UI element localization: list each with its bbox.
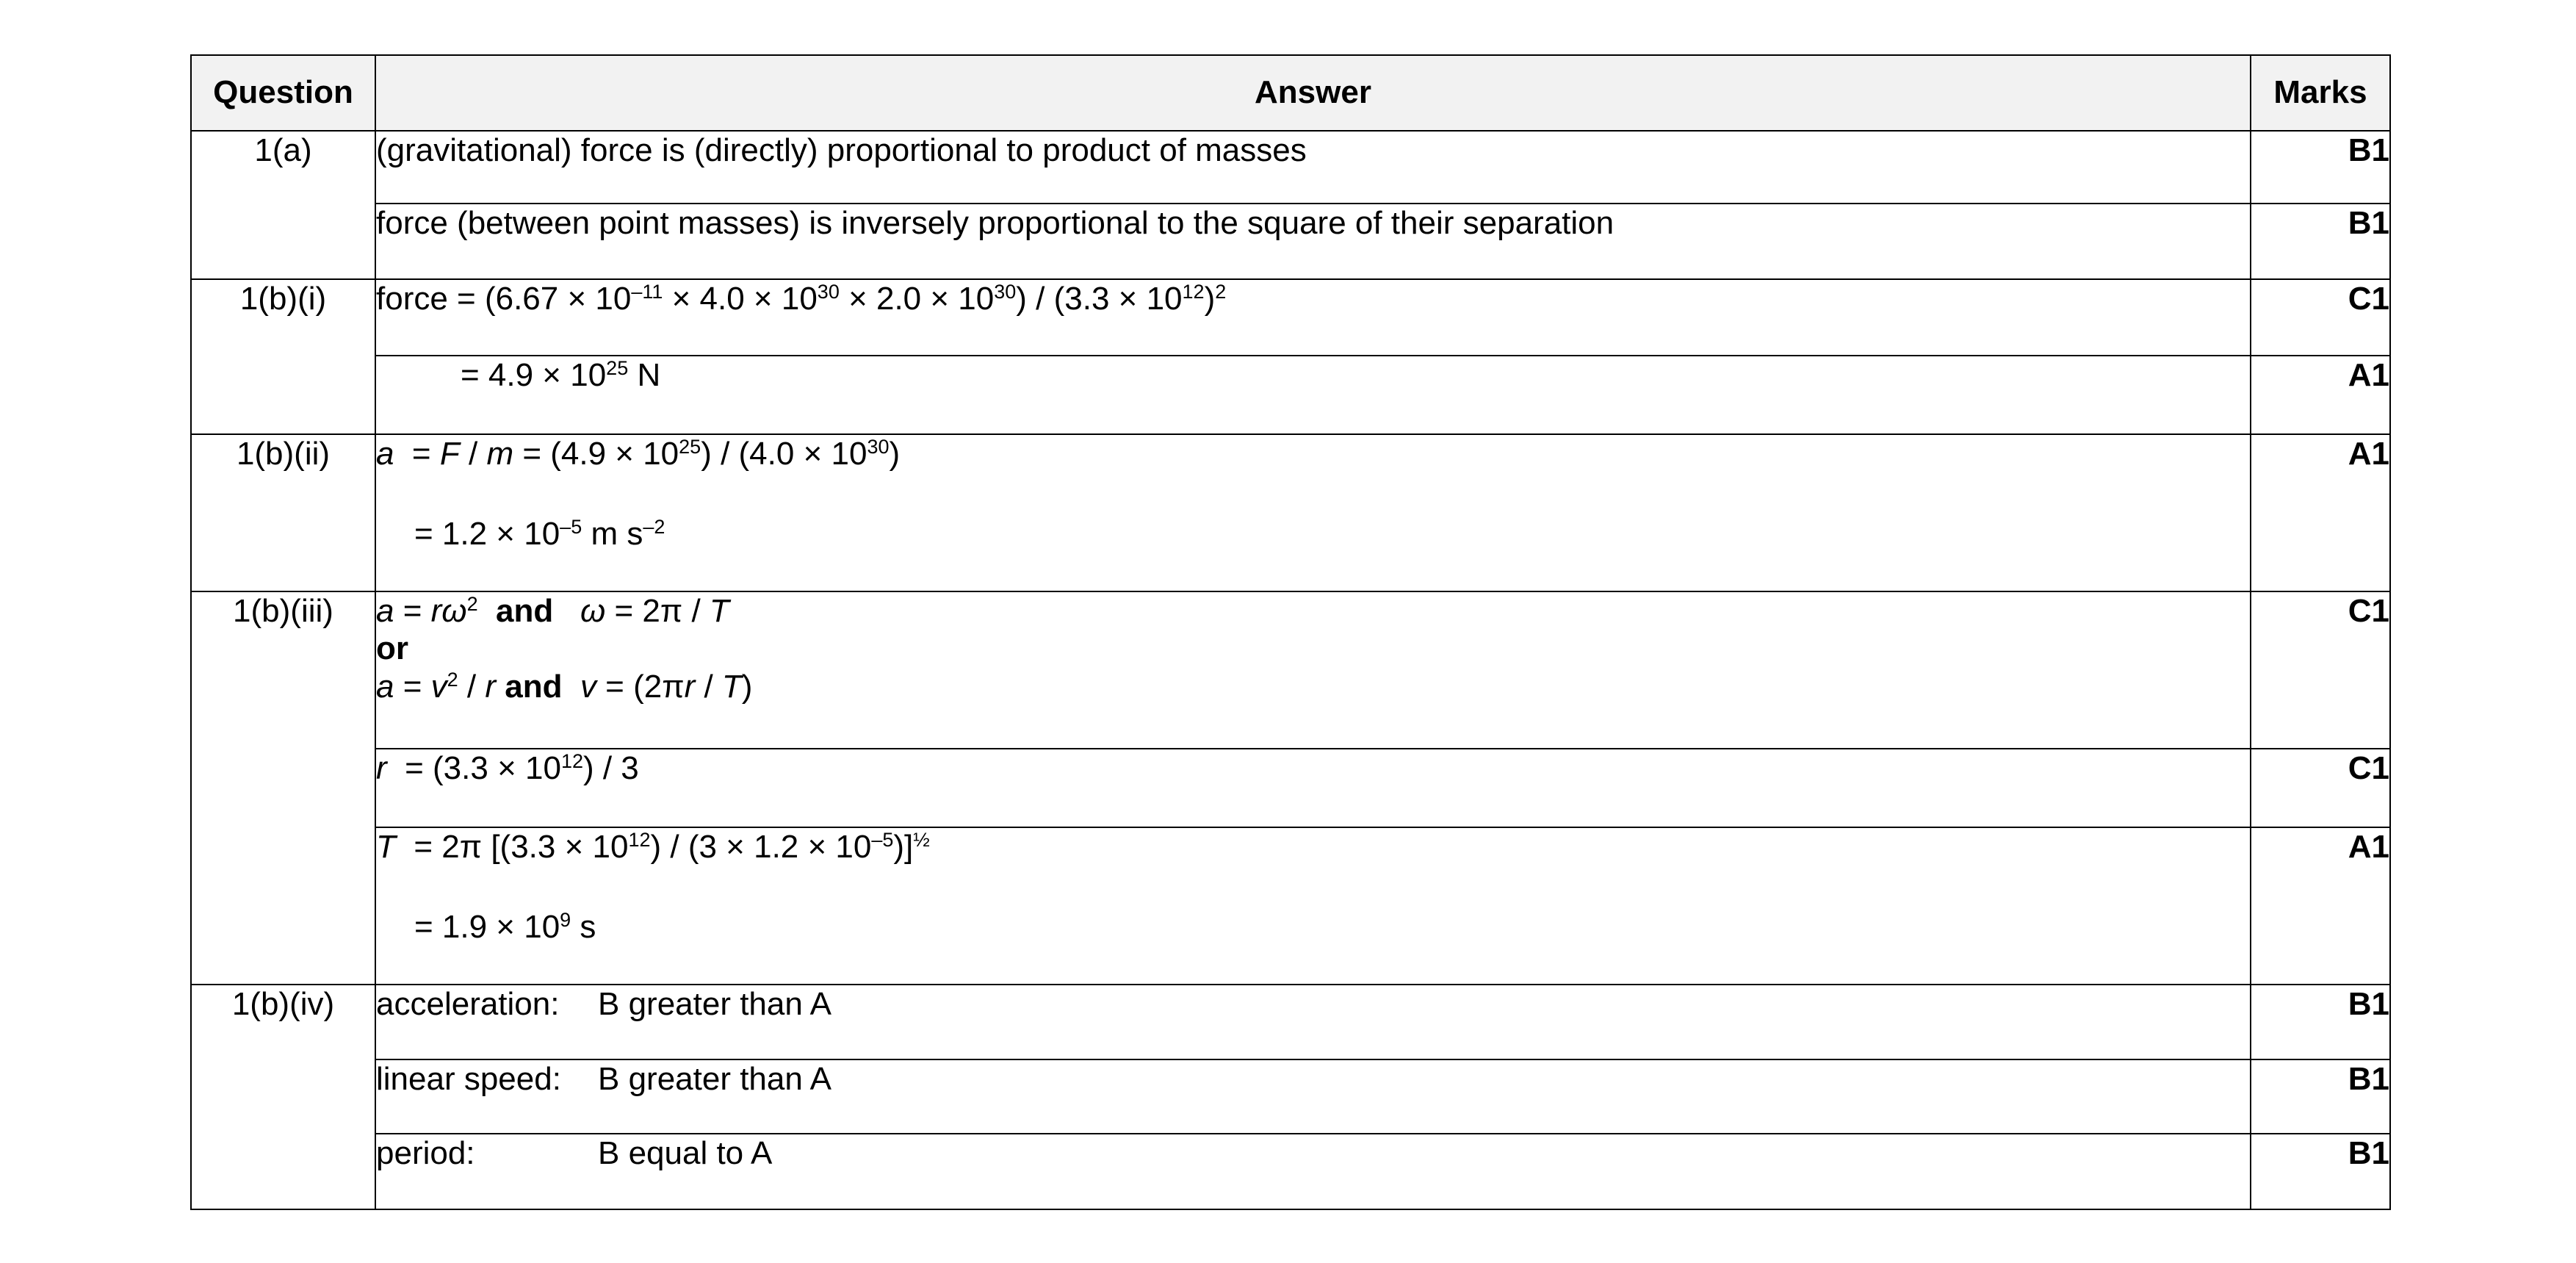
header-answer: Answer	[375, 55, 2251, 131]
table-row	[191, 356, 2390, 434]
mark-1bii: A1	[2251, 434, 2390, 591]
mark-1bi-1: C1	[2251, 279, 2390, 356]
term-label: period:	[376, 1135, 475, 1171]
mark-1biii-1: C1	[2251, 591, 2390, 749]
term-value: B greater than A	[598, 986, 831, 1022]
answer-1biii-line1: $a = r\omega^2$ and ω = 2π / T or $a = v^2 / r$ and v = (2πr / T)	[375, 591, 2251, 749]
question-label-1a: 1(a)	[191, 131, 375, 279]
answer-1bii: $a = F / m = (4.9 \times 10^{25}) / (4.0 \times 10^{30})$ = $1.2 \times 10^{-5}$ m $s^{-2}$	[375, 434, 2251, 591]
table-row	[191, 591, 2390, 749]
mark-1biv-1: B1	[2251, 985, 2390, 1059]
table-row	[191, 985, 2390, 1059]
term-value: B greater than A	[598, 1061, 831, 1097]
table-row	[191, 1059, 2390, 1134]
or-word: or	[376, 630, 408, 667]
table-row	[191, 1134, 2390, 1209]
answer-1biii-line3: T = 2π $[(3.3 \times 10^{12}) / (3 \times 1.2 \times 10^{-5})]^{\frac{1}{2}}$ = $1.9 \times 10^9$ s	[375, 827, 2251, 985]
question-label-1bii: 1(b)(ii)	[191, 434, 375, 591]
table-row	[191, 204, 2390, 279]
answer-1bi-line1: force = $(6.67 \times 10^{-11} \times 4.0 \times 10^{30} \times 2.0 \times 10^{30}) / (3.3 \times 10^{12})^2$	[375, 279, 2251, 356]
term-label: linear speed:	[376, 1061, 561, 1097]
mark-1a-1: B1	[2251, 131, 2390, 204]
header-question: Question	[191, 55, 375, 131]
and-word: and	[496, 593, 554, 629]
term-label: acceleration:	[376, 986, 560, 1022]
answer-1biv-row	[375, 1134, 2251, 1209]
header-row	[191, 55, 2390, 131]
table-row	[191, 827, 2390, 985]
table-row	[191, 279, 2390, 356]
question-label-1bi: 1(b)(i)	[191, 279, 375, 434]
question-label-1biv: 1(b)(iv)	[191, 985, 375, 1209]
answer-1a-line2: force (between point masses) is inversely proportional to the square of their separation	[375, 204, 2251, 279]
mark-1a-2: B1	[2251, 204, 2390, 279]
answer-1a-line1: (gravitational) force is (directly) proportional to product of masses	[375, 131, 2251, 204]
header-marks: Marks	[2251, 55, 2390, 131]
mark-1biv-2: B1	[2251, 1059, 2390, 1134]
answer-1biv-row	[375, 1059, 2251, 1134]
table-row	[191, 434, 2390, 591]
mark-1biii-2: C1	[2251, 749, 2390, 827]
mark-1biii-3: A1	[2251, 827, 2390, 985]
answer-1biii-line2: $r = (3.3 \times 10^{12}) / 3$	[375, 749, 2251, 827]
mark-1bi-2: A1	[2251, 356, 2390, 434]
mark-1biv-3: B1	[2251, 1134, 2390, 1209]
mark-scheme-table	[190, 54, 2391, 1210]
answer-1bi-line2: = $4.9 \times 10^{25}$ N	[375, 356, 2251, 434]
question-label-1biii: 1(b)(iii)	[191, 591, 375, 985]
table-row	[191, 749, 2390, 827]
answer-1biv-row	[375, 985, 2251, 1059]
term-value: B equal to A	[598, 1135, 773, 1171]
and-word: and	[505, 668, 563, 705]
table-row	[191, 131, 2390, 204]
